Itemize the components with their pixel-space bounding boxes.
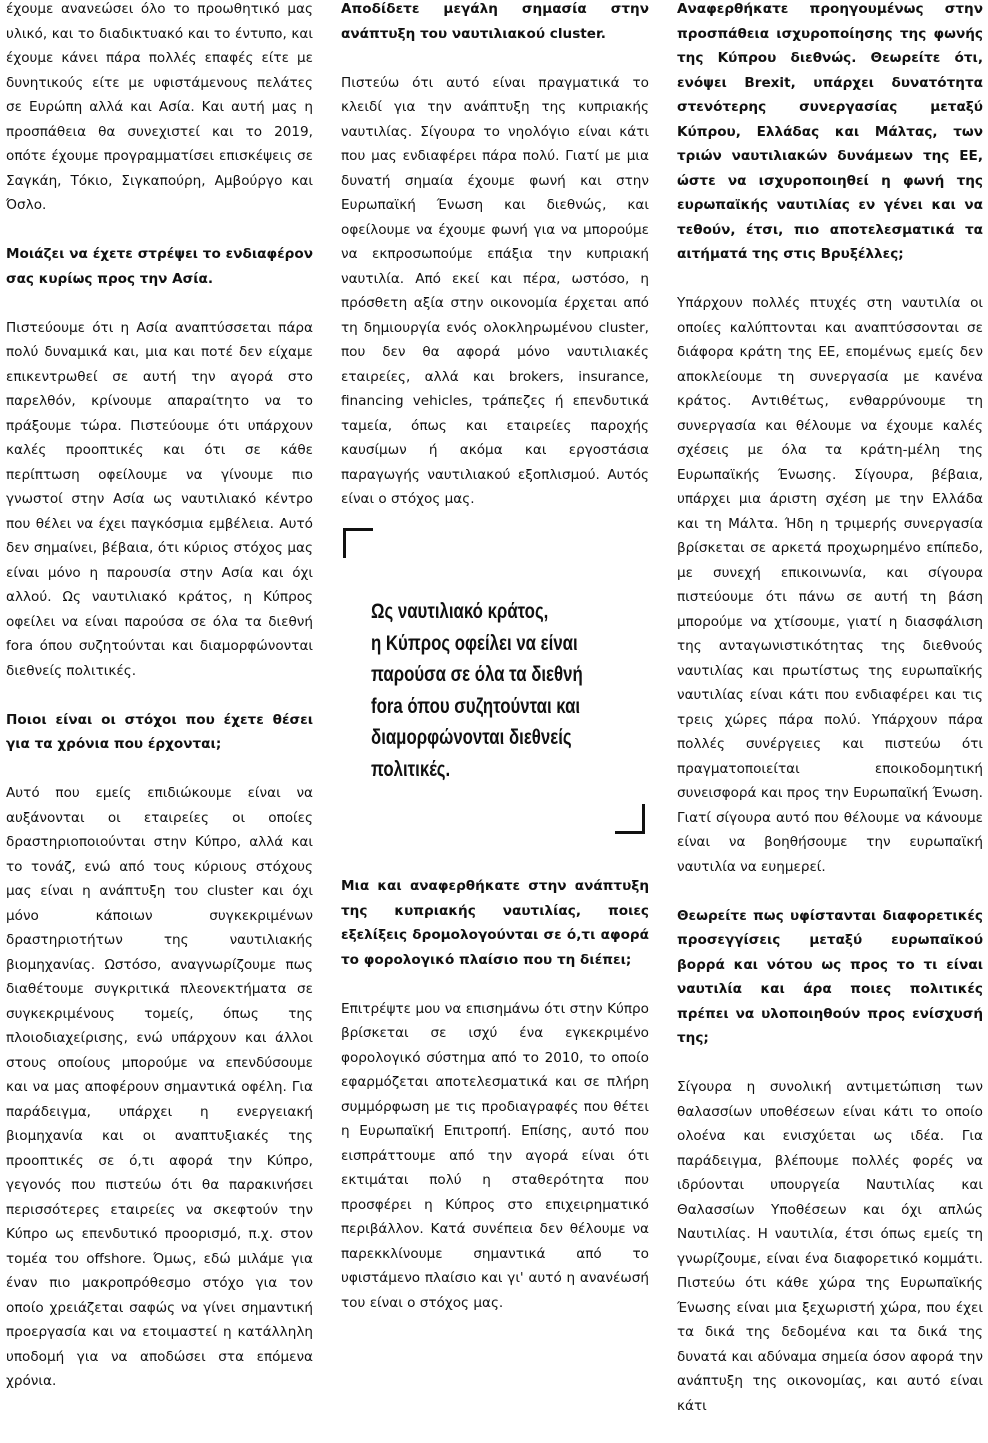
paragraph: Πιστεύω ότι αυτό είναι πραγματικά το κλειδί για την ανάπτυξη της κυπριακής ναυτιλίας. Σίγουρα το νηολόγιο είναι κάτι που μας ενδιαφέρει πάρα πολύ. Γιατί με μια δυνατή σημαία έχουμε φωνή και στην Ευρωπαϊκή Ένωση και διεθνώς, και οφείλουμε να έχουμε φωνή για να μπορούμε να εκπροσωπούμε επάξια την κυπριακή ναυτιλία. Από εκεί και πέρα, ωστόσο, η πρόσθετη αξία στην οικονομία έρχεται από τη δημιουργία ενός ολοκληρωμένου cluster, που δεν θα αφορά μόνο ναυτιλιακές εταιρείες, αλλά και brokers, insurance, financing vehicles, τράπεζες ή επενδυτικά ταμεία, όπως και εταιρείες παροχής καυσίμων ή ακόμα και εργοστάσια παραγωγής ναυτιλιακού εξοπλισμού. Αυτός είναι ο στόχος μας. [341,74,649,507]
corner-bracket-bottom-right [642,804,645,834]
pull-quote-line: fora όπου συζητούνται και [371,694,581,718]
corner-bracket-bottom-right [615,831,645,834]
paragraph: Πιστεύουμε ότι η Ασία αναπτύσσεται πάρα πολύ δυναμικά και, μια και ποτέ δεν είχαμε επικεντρωθεί σε αυτή την αγορά στο παρελθόν, κρίνουμε απαραίτητο να το πράξουμε τώρα. Πιστεύουμε ότι υπάρχουν καλές προοπτικές και ότι σε κάθε περίπτωση οφείλουμε να γίνουμε πιο γνωστοί στην Ασία ως ναυτιλιακό κέντρο που θέλει να έχει παγκόσμια εμβέλεια. Αυτό δεν σημαίνει, βέβαια, ότι κύριος στόχος μας είναι μόνο η παρουσία στην Ασία και όχι αλλού. Ως ναυτιλιακό κράτος, η Κύπρος οφείλει να είναι παρούσα σε όλα τα διεθνή fora όπου συζητούνται και διαμορφώνονται διεθνείς πολιτικές. [6,319,313,679]
pull-quote-line: παρούσα σε όλα τα διεθνή [371,663,583,686]
pull-quote-line: διαμορφώνονται διεθνείς [371,726,572,749]
article-column-2 [341,0,649,536]
article-column-3 [677,0,983,1443]
pull-quote-line: η Κύπρος οφείλει να είναι [371,631,578,655]
paragraph: Αυτό που εμείς επιδιώκουμε είναι να αυξάνονται οι εταιρείες οι οποίες δραστηριοποιούνται στην Κύπρο, αλλά και το τονάζ, ενώ από τους κύριους στόχους μας είναι η ανάπτυξη του cluster και όχι μόνο κάποιων συγκεκριμένων δραστηριοτήτων της ναυτιλιακής βιομηχανίας. Ωστόσο, αναγνωρίζουμε πως διαθέτουμε συγκριτικά πλεονεκτήματα σε συγκεκριμένους τομείς, όπως της πλοιοδιαχείρισης, ενώ υπάρχουν και άλλοι στους οποίους μπορούμε να επενδύσουμε και να μας αποφέρουν σημαντικά οφέλη. Για παράδειγμα, υπάρχει η ενεργειακή βιομηχανία και οι αναπτυξιακές της προοπτικές σε ό,τι αφορά την Κύπρο, γεγονός που πιστεύω ότι θα παρακινήσει περισσότερες εταιρείες να σκεφτούν την Κύπρο ως επενδυτικό προορισμό, π.χ. στον τομέα του offshore. Όμως, εδώ μιλάμε για έναν πιο μακροπρόθεσμο στόχο για τον οποίο χρειάζεται σαφώς να γίνει σημαντική προεργασία και να ετοιμαστεί η κατάλληλη υποδομή για να αποδώσει στα επόμενα χρόνια. [6,785,313,1389]
article-column-2-bottom [341,874,649,1340]
corner-bracket-top-left [343,528,346,558]
paragraph: Επιτρέψτε μου να επισημάνω ότι στην Κύπρο βρίσκεται σε ισχύ ένα εγκεκριμένο φορολογικό σύστημα από το 2010, το οποίο εφαρμόζεται αποτελεσματικά και σε πλήρη συμμόρφωση με τις προδιαγραφές που θέτει η Ευρωπαϊκή Επιτροπή. Επίσης, αυτό που εισπράττουμε από την αγορά είναι ότι εκτιμάται πολύ η σταθερότητα που προσφέρει η Κύπρος στο επιχειρηματικό περιβάλλον. Κατά συνέπεια δεν θέλουμε να παρεκκλίνουμε σημαντικά από το υφιστάμενο πλαίσιο και γι' αυτό η ανανέωσή του είναι ο στόχος μας. [341,1000,649,1311]
interview-question: Μια και αναφερθήκατε στην ανάπτυξη της κυπριακής ναυτιλίας, ποιες εξελίξεις δρομολογούνται σε ό,τι αφορά το φορολογικό πλαίσιο που τη διέπει; [341,878,649,968]
interview-question: Αναφερθήκατε προηγουμένως στην προσπάθεια ισχυροποίησης της φωνής της Κύπρου διεθνώς. Θεωρείτε ότι, ενόψει Brexit, υπάρχει δυνατότητα στενότερης συνεργασίας μεταξύ Κύπρου, Ελλάδας και Μάλτας, των τριών ναυτιλιακών δυνάμεων της ΕΕ, ώστε να ισχυροποιηθεί η φωνή της ευρωπαϊκής ναυτιλίας εν γένει και να τεθούν, έτσι, πιο αποτελεσματικά τα αιτήματά της στις Βρυξέλλες; [677,1,983,262]
interview-question: Θεωρείτε πως υφίστανται διαφορετικές προσεγγίσεις μεταξύ ευρωπαϊκού βορρά και νότου ως προς το τι είναι ναυτιλία και άρα ποιες πολιτικές πρέπει να υλοποιηθούν προς ενίσχυσή της; [677,907,983,1046]
pull-quote-line: πολιτικές. [371,757,451,781]
paragraph: Σίγουρα η συνολική αντιμετώπιση των θαλασσίων υποθέσεων είναι κάτι το οποίο ολοένα και ενισχύεται ως ιδέα. Για παράδειγμα, βλέπουμε πολλές φορές να ιδρύονται υπουργεία Ναυτιλίας και Θαλασσίων Υποθέσεων και όχι απλώς Ναυτιλίας. Η ναυτιλία, έτσι όπως εμείς τη γνωρίζουμε, είναι ένα διαφορετικό κομμάτι. Πιστεύω ότι κάθε χώρα της Ευρωπαϊκής Ένωσης είναι μια ξεχωριστή χώρα, που έχει τα δικά της δεδομένα και τα δικά της δυνατά και αδύναμα σημεία όσον αφορά την ανάπτυξη της οικονομίας, και αυτό είναι κάτι [677,1079,983,1414]
interview-question: Αποδίδετε μεγάλη σημασία στην ανάπτυξη του ναυτιλιακού cluster. [341,1,649,42]
pull-quote-text [371,596,583,785]
interview-question: Μοιάζει να έχετε στρέψει το ενδιαφέρον σας κυρίως προς την Ασία. [6,246,313,287]
corner-bracket-top-left [343,528,373,531]
paragraph: Υπάρχουν πολλές πτυχές στη ναυτιλία οι οποίες καλύπτονται και αναπτύσσονται σε διάφορα κράτη της ΕΕ, επομένως εμείς δεν αποκλείουμε τη συνεργασία με κανένα κράτος. Αντιθέτως, ενθαρρύνουμε τη συνεργασία και θέλουμε να έχουμε καλές σχέσεις με όλα τα κράτη-μέλη της Ευρωπαϊκής Ένωσης. Σίγουρα, βέβαια, υπάρχει μια άριστη σχέση με την Ελλάδα και τη Μάλτα. Ήδη η τριμερής συνεργασία βρίσκεται σε αρκετά προχωρημένο επίπεδο, με συνεχή επικοινωνία, και σίγουρα πιστεύουμε ότι πάνω σε αυτή τη βάση μπορούμε να χτίσουμε, γιατί η διασφάλιση της ανταγωνιστικότητας της διεθνούς ναυτιλίας και πρωτίστως της ευρωπαϊκής ναυτιλίας είναι κάτι που ενδιαφέρει και τις τρεις χώρες πάρα πολύ. Υπάρχουν πάρα πολλές συνέργειες και πιστεύω ότι πραγματοποιείται εποικοδομητική συνεισφορά και προς την Ευρωπαϊκή Ένωση. Γιατί σίγουρα αυτό που θέλουμε να κάνουμε είναι να βοηθήσουμε την ευρωπαϊκή ναυτιλία να ευημερεί. [677,295,983,875]
article-column-1 [6,0,313,1418]
pull-quote [343,528,651,838]
pull-quote-line: Ως ναυτιλιακό κράτος, [371,600,549,623]
paragraph: έχουμε ανανεώσει όλο το προωθητικό μας υλικό, και το διαδικτυακό και το έντυπο, και έχουμε κάνει πάρα πολλές επαφές είτε με δυνητικούς είτε με υφιστάμενους πελάτες σε Ευρώπη αλλά και Ασία. Και αυτή μας η προσπάθεια θα συνεχιστεί και το 2019, οπότε έχουμε προγραμματίσει επισκέψεις σε Σαγκάη, Τόκιο, Σιγκαπούρη, Αμβούργο και Όσλο. [6,1,313,213]
interview-question: Ποιοι είναι οι στόχοι που έχετε θέσει για τα χρόνια που έρχονται; [6,711,313,752]
